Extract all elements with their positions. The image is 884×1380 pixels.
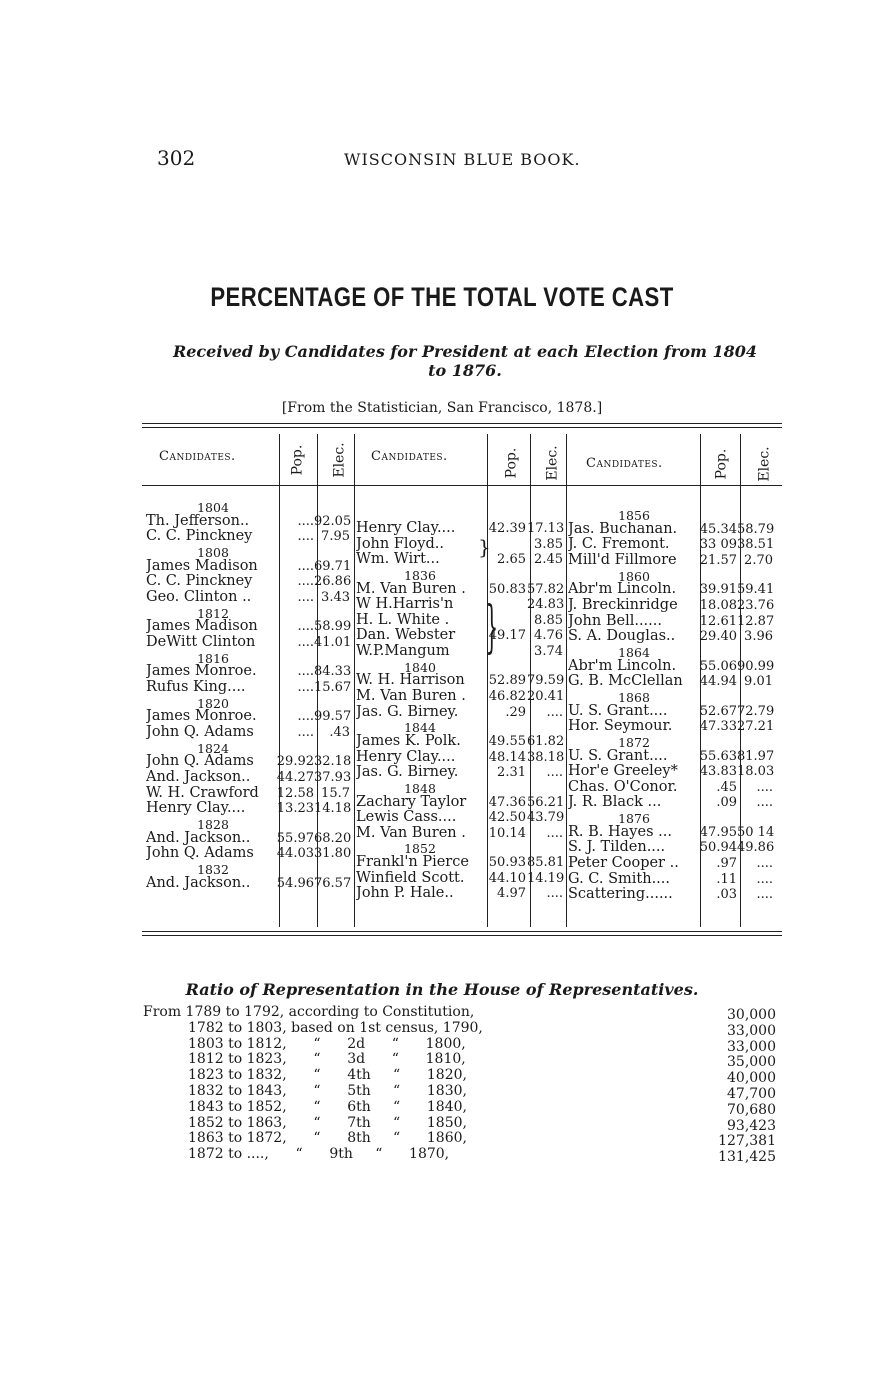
candidate-name: Jas. G. Birney.	[356, 765, 459, 781]
ratio-row-value: 30,000	[727, 1007, 776, 1023]
popular-vote-pct: ....	[297, 619, 314, 635]
electoral-vote-pct: 43.79	[527, 810, 565, 826]
bracket-1836: }	[485, 595, 499, 660]
header-rule	[142, 485, 782, 486]
col-header-elec: Elec.	[756, 446, 773, 482]
electoral-vote-pct: 3.74	[534, 644, 563, 659]
election-year: 1872	[618, 734, 650, 750]
electoral-vote-pct: 49.86	[737, 840, 775, 856]
candidate-name: R. B. Hayes ...	[568, 824, 672, 840]
popular-vote-pct: 46.82	[488, 689, 526, 704]
candidate-name: Mill'd Fillmore	[568, 553, 677, 568]
electoral-vote-pct: ....	[756, 887, 773, 903]
popular-vote-pct: 50.93	[488, 855, 526, 871]
popular-vote-pct: 42.39	[488, 521, 526, 536]
popular-vote-pct: 12.58	[276, 785, 314, 801]
electoral-vote-pct: 58.99	[314, 619, 352, 635]
popular-vote-pct: 55.06	[699, 658, 737, 674]
election-year: 1836	[404, 567, 436, 583]
candidate-name: John P. Hale..	[356, 886, 454, 902]
popular-vote-pct: 45.34	[699, 521, 737, 537]
candidate-name: J. Breckinridge	[568, 598, 678, 613]
election-year: 1876	[618, 811, 650, 826]
popular-vote-pct: .45	[716, 779, 737, 795]
candidate-name: W. H. Harrison	[356, 673, 465, 689]
candidate-name: G. C. Smith....	[568, 871, 671, 887]
candidate-name: W. H. Crawford	[146, 785, 259, 801]
popular-vote-pct: 47.95	[699, 824, 737, 840]
popular-vote-pct: 29.92	[276, 754, 314, 770]
ratio-row-value: 131,425	[718, 1149, 776, 1166]
election-year: 1848	[404, 780, 436, 796]
popular-vote-pct: ....	[297, 513, 314, 529]
col-header-candidates: Candidates.	[371, 449, 448, 464]
candidate-name: Lewis Cass....	[356, 810, 457, 826]
ratio-row-value: 127,381	[718, 1133, 776, 1150]
ratio-row-label: 1823 to 1832, “ 4th “ 1820,	[188, 1067, 467, 1084]
electoral-vote-pct: ....	[546, 886, 563, 902]
electoral-vote-pct: 2.70	[744, 553, 773, 568]
ratio-row-label: From 1789 to 1792, according to Constitution,	[143, 1004, 475, 1020]
ratio-row-label: 1803 to 1812, “ 2d “ 1800,	[188, 1035, 466, 1052]
electoral-vote-pct: ....	[546, 825, 563, 841]
electoral-vote-pct: 8.85	[534, 612, 563, 628]
popular-vote-pct: ....	[297, 635, 314, 650]
electoral-vote-pct: 84.33	[314, 664, 352, 680]
popular-vote-pct: 42.50	[488, 810, 526, 826]
candidate-name: Hor'e Greeley*	[568, 764, 678, 780]
electoral-vote-pct: 3.96	[744, 629, 773, 645]
candidate-name: Peter Cooper ..	[568, 856, 679, 871]
candidate-name: James Monroe.	[146, 664, 257, 680]
electoral-vote-pct: 12.87	[737, 613, 775, 629]
popular-vote-pct: 39.91	[699, 582, 737, 598]
ratio-row-label: 1863 to 1872, “ 8th “ 1860,	[188, 1130, 467, 1147]
page-number: 302	[157, 146, 196, 170]
subtitle-line-2: to 1876.	[428, 361, 502, 380]
popular-vote-pct: 50.94	[699, 840, 737, 856]
ratio-row-value: 93,423	[727, 1117, 776, 1134]
bracket-1832: }	[478, 535, 491, 559]
source-note: [From the Statistician, San Francisco, 1878.]	[281, 400, 603, 416]
candidate-name: And. Jackson..	[146, 830, 251, 846]
electoral-vote-pct: ....	[756, 871, 773, 887]
electoral-vote-pct: 56.21	[527, 794, 565, 810]
election-year: 1804	[197, 500, 229, 515]
electoral-vote-pct: 57.82	[527, 581, 565, 597]
popular-vote-pct: 44.94	[699, 674, 737, 690]
col-divider	[566, 434, 567, 927]
electoral-vote-pct: 18.03	[737, 764, 775, 780]
candidate-name: S. J. Tilden....	[568, 840, 666, 856]
candidate-name: H. L. White .	[356, 612, 450, 628]
electoral-vote-pct: 69.71	[314, 558, 352, 574]
popular-vote-pct: ....	[297, 664, 314, 680]
candidate-name: Henry Clay....	[356, 521, 456, 536]
electoral-vote-pct: 4.76	[534, 628, 563, 644]
candidate-name: And. Jackson..	[146, 875, 251, 891]
candidate-name: John Bell......	[568, 613, 662, 629]
electoral-vote-pct: ....	[756, 795, 773, 811]
candidate-name: G. B. McClellan	[568, 674, 683, 690]
electoral-vote-pct: .43	[329, 725, 350, 740]
electoral-vote-pct: 41.01	[314, 635, 352, 650]
popular-vote-pct: 50.83	[488, 581, 526, 597]
popular-vote-pct: 2.65	[497, 552, 526, 568]
candidate-name: U. S. Grant....	[568, 703, 668, 719]
electoral-vote-pct: 99.57	[314, 709, 352, 725]
candidate-name: W H.Harris'n	[356, 597, 454, 613]
popular-vote-pct: 13.23	[276, 801, 314, 817]
ratio-row-value: 33,000	[727, 1022, 776, 1039]
candidate-name: J. C. Fremont.	[568, 537, 670, 553]
electoral-vote-pct: 27.21	[737, 719, 775, 735]
candidate-name: Jas. G. Birney.	[356, 704, 459, 720]
ratio-row-label: 1782 to 1803, based on 1st census, 1790,	[188, 1019, 483, 1036]
popular-vote-pct: 44.10	[488, 870, 526, 886]
page-title: PERCENTAGE OF THE TOTAL VOTE CAST	[210, 282, 674, 312]
electoral-vote-pct: 3.85	[534, 536, 563, 552]
electoral-vote-pct: 20.41	[527, 689, 565, 704]
election-year: 1820	[197, 695, 229, 711]
electoral-vote-pct: 72.79	[737, 703, 775, 719]
candidate-name: James Madison	[146, 558, 258, 574]
election-year: 1812	[197, 605, 229, 621]
electoral-vote-pct: 90.99	[737, 658, 775, 674]
candidate-name: John Floyd..	[356, 536, 444, 552]
candidate-name: Henry Clay....	[146, 801, 246, 817]
electoral-vote-pct: 68.20	[314, 830, 352, 846]
electoral-vote-pct: 85.81	[527, 855, 565, 871]
election-year: 1808	[197, 545, 229, 560]
table-top-rule-2	[142, 427, 782, 428]
candidate-name: C. C. Pinckney	[146, 574, 253, 590]
electoral-vote-pct: 9.01	[744, 674, 773, 690]
col-divider	[354, 434, 355, 927]
ratio-row-value: 47,700	[727, 1086, 776, 1102]
election-year: 1840	[404, 659, 436, 675]
ratio-row-value: 40,000	[727, 1070, 776, 1087]
popular-vote-pct: ....	[297, 574, 314, 590]
col-header-candidates: Candidates.	[586, 456, 663, 471]
electoral-vote-pct: 3.43	[321, 590, 350, 605]
popular-vote-pct: 44.27	[276, 770, 314, 785]
electoral-vote-pct: 31.80	[314, 846, 352, 862]
electoral-vote-pct: 58.79	[737, 521, 775, 537]
election-year: 1860	[618, 568, 650, 584]
election-year: 1868	[618, 689, 650, 705]
popular-vote-pct: 12.61	[699, 613, 737, 629]
popular-vote-pct: 43.83	[699, 764, 737, 780]
subtitle-line-1: Received by Candidates for President at each Election from 1804	[172, 342, 758, 361]
electoral-vote-pct: 38.18	[527, 749, 565, 765]
electoral-vote-pct: 76.57	[314, 875, 352, 891]
election-year: 1816	[197, 650, 229, 666]
popular-vote-pct: 29.40	[699, 629, 737, 645]
candidate-name: U. S. Grant....	[568, 748, 668, 764]
election-year: 1864	[618, 644, 650, 660]
candidate-name: James K. Polk.	[356, 734, 461, 749]
ratio-row-label: 1843 to 1852, “ 6th “ 1840,	[188, 1098, 467, 1115]
election-year: 1852	[404, 841, 436, 857]
popular-vote-pct: .11	[716, 871, 737, 887]
candidate-name: Dan. Webster	[356, 628, 456, 644]
electoral-vote-pct: 17.13	[527, 521, 565, 536]
popular-vote-pct: 54.96	[276, 875, 314, 891]
ratio-row-label: 1872 to ...., “ 9th “ 1870,	[188, 1146, 450, 1163]
candidate-name: John Q. Adams	[146, 846, 254, 862]
candidate-name: Winfield Scott.	[356, 870, 465, 886]
popular-vote-pct: .97	[716, 856, 737, 871]
electoral-vote-pct: 92.05	[314, 513, 352, 529]
ratio-row-value: 35,000	[727, 1054, 776, 1071]
popular-vote-pct: 21.57	[699, 553, 737, 568]
electoral-vote-pct: 24.83	[527, 597, 565, 613]
ratio-row-label: 1852 to 1863, “ 7th “ 1850,	[188, 1114, 467, 1131]
election-year: 1832	[197, 861, 229, 877]
electoral-vote-pct: 59.41	[737, 582, 775, 598]
popular-vote-pct: ....	[297, 680, 314, 695]
candidate-name: W.P.Mangum	[356, 644, 450, 659]
electoral-vote-pct: 23.76	[737, 598, 775, 613]
electoral-vote-pct: 61.82	[527, 734, 565, 749]
candidate-name: Jas. Buchanan.	[568, 521, 678, 537]
subtitle	[140, 342, 790, 380]
electoral-vote-pct: ....	[546, 765, 563, 781]
electoral-vote-pct: 50 14	[737, 824, 775, 840]
candidate-name: Frankl'n Pierce	[356, 855, 469, 871]
electoral-vote-pct: ....	[756, 856, 773, 871]
candidate-name: Th. Jefferson..	[146, 513, 250, 529]
popular-vote-pct: 52.67	[699, 703, 737, 719]
popular-vote-pct: ....	[297, 590, 314, 605]
election-year: 1844	[404, 720, 436, 736]
col-header-elec: Elec.	[331, 442, 348, 478]
popular-vote-pct: .09	[716, 795, 737, 811]
electoral-vote-pct: 32.18	[314, 754, 352, 770]
popular-vote-pct: 52.89	[488, 673, 526, 689]
popular-vote-pct: 47.33	[699, 719, 737, 735]
candidate-name: Rufus King....	[146, 680, 246, 695]
popular-vote-pct: ....	[297, 709, 314, 725]
candidate-name: J. R. Black ...	[568, 795, 662, 811]
col-header-pop: Pop.	[713, 448, 730, 480]
election-year: 1824	[197, 740, 229, 756]
popular-vote-pct: 33 09	[699, 537, 737, 553]
candidate-name: M. Van Buren .	[356, 581, 466, 597]
ratio-row-label: 1812 to 1823, “ 3d “ 1810,	[188, 1051, 466, 1068]
running-head: WISCONSIN BLUE BOOK.	[344, 150, 581, 169]
candidate-name: And. Jackson..	[146, 770, 251, 785]
electoral-vote-pct: 81.97	[737, 748, 775, 764]
electoral-vote-pct: 7.95	[321, 529, 350, 545]
ratio-row-value: 33,000	[727, 1038, 776, 1055]
candidate-name: Geo. Clinton ..	[146, 590, 252, 605]
popular-vote-pct: .03	[716, 887, 737, 903]
ratio-title: Ratio of Representation in the House of Representatives.	[185, 980, 699, 999]
electoral-vote-pct: 2.45	[534, 552, 563, 568]
table-bottom-rule	[142, 931, 782, 932]
electoral-vote-pct: 26.86	[314, 574, 352, 590]
col-header-pop: Pop.	[503, 447, 520, 479]
col-header-candidates: Candidates.	[159, 449, 236, 464]
candidate-name: C. C. Pinckney	[146, 529, 253, 545]
electoral-vote-pct: 37.93	[314, 770, 352, 785]
candidate-name: Scattering......	[568, 887, 673, 903]
popular-vote-pct: 47.36	[488, 794, 526, 810]
electoral-vote-pct: 38.51	[737, 537, 775, 553]
candidate-name: Wm. Wirt...	[356, 552, 440, 568]
candidate-name: James Madison	[146, 619, 258, 635]
candidate-name: Abr'm Lincoln.	[568, 582, 677, 598]
candidate-name: Chas. O'Conor.	[568, 779, 678, 795]
electoral-vote-pct: ....	[546, 704, 563, 720]
popular-vote-pct: 49.55	[488, 734, 526, 749]
candidate-name: DeWitt Clinton	[146, 635, 256, 650]
candidate-name: M. Van Buren .	[356, 825, 466, 841]
ratio-row-value: 70,680	[727, 1101, 776, 1118]
candidate-name: Zachary Taylor	[356, 794, 467, 810]
popular-vote-pct: 49.17	[488, 628, 526, 644]
electoral-vote-pct: 14.18	[314, 801, 352, 817]
popular-vote-pct: 2.31	[497, 765, 526, 781]
candidate-name: M. Van Buren .	[356, 689, 466, 704]
popular-vote-pct: 4.97	[497, 886, 526, 902]
table-top-rule	[142, 423, 782, 424]
candidate-name: John Q. Adams	[146, 725, 254, 740]
popular-vote-pct: ....	[297, 725, 314, 740]
col-header-elec: Elec.	[544, 445, 561, 481]
col-header-pop: Pop.	[289, 444, 306, 476]
popular-vote-pct: ....	[297, 529, 314, 545]
popular-vote-pct: 44.03	[276, 846, 314, 862]
popular-vote-pct: 55.97	[276, 830, 314, 846]
candidate-name: James Monroe.	[146, 709, 257, 725]
electoral-vote-pct: 79.59	[527, 673, 565, 689]
candidate-name: Henry Clay....	[356, 749, 456, 765]
electoral-vote-pct: 15.7	[321, 785, 350, 801]
election-year: 1856	[618, 508, 650, 523]
electoral-vote-pct: 15.67	[314, 680, 352, 695]
popular-vote-pct: ....	[297, 558, 314, 574]
popular-vote-pct: .29	[505, 704, 526, 720]
table-bottom-rule-2	[142, 935, 782, 936]
candidate-name: Hor. Seymour.	[568, 719, 673, 735]
candidate-name: S. A. Douglas..	[568, 629, 676, 645]
popular-vote-pct: 48.14	[488, 749, 526, 765]
popular-vote-pct: 18.08	[699, 598, 737, 613]
electoral-vote-pct: 14.19	[527, 870, 565, 886]
candidate-name: John Q. Adams	[146, 754, 254, 770]
election-year: 1828	[197, 816, 229, 832]
popular-vote-pct: 55.63	[699, 748, 737, 764]
electoral-vote-pct: ....	[756, 779, 773, 795]
candidate-name: Abr'm Lincoln.	[568, 658, 677, 674]
ratio-row-label: 1832 to 1843, “ 5th “ 1830,	[188, 1083, 467, 1099]
popular-vote-pct: 10.14	[488, 825, 526, 841]
